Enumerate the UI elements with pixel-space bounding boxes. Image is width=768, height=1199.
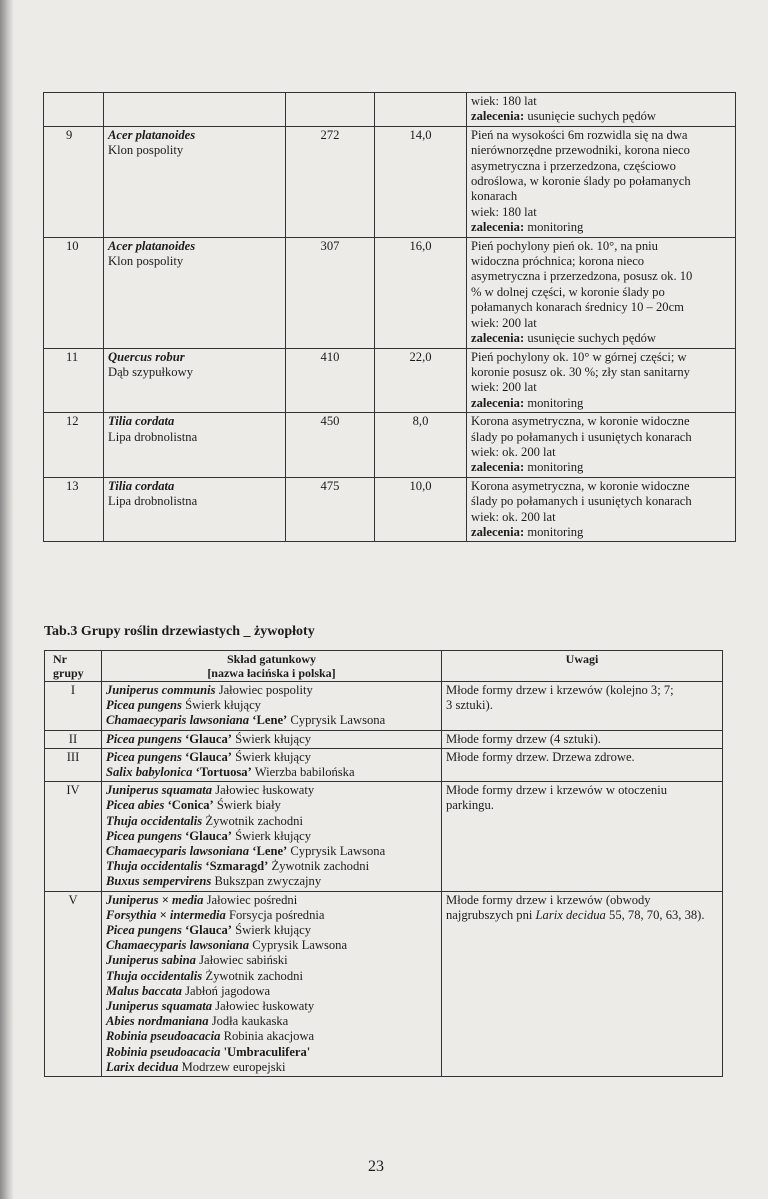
latin-name: Robinia pseudoacacia	[106, 1029, 221, 1044]
latin-name: Tilia cordata	[108, 478, 175, 493]
group-number: III	[45, 748, 102, 781]
species-item	[106, 874, 437, 889]
cultivar-name: ‘Conica’	[167, 798, 214, 813]
latin-name: Quercus robur	[108, 349, 185, 364]
common-name: Żywotnik zachodni	[271, 859, 370, 874]
group-number: V	[45, 891, 102, 1076]
latin-name: Abies nordmaniana	[106, 1014, 209, 1029]
tree-number: 10	[44, 237, 104, 348]
species-item	[106, 969, 437, 984]
cultivar-name: ‘Glauca’	[185, 731, 232, 746]
common-name: Forsycja pośrednia	[229, 907, 325, 922]
species-item	[106, 1014, 437, 1029]
header-nr-line: Nr	[53, 652, 67, 666]
trees-table	[43, 92, 736, 542]
species-item	[106, 698, 437, 713]
note-line: wiek: ok. 200 lat	[471, 509, 556, 524]
latin-name: Chamaecyparis lawsoniana	[106, 713, 250, 728]
group-notes	[442, 730, 723, 748]
common-name: Świerk kłujący	[235, 731, 312, 746]
species-item	[106, 765, 437, 780]
latin-name: Picea pungens	[106, 828, 182, 843]
tree-number: 12	[44, 413, 104, 478]
species-list	[102, 682, 442, 731]
recommendation-label: zalecenia:	[471, 109, 525, 124]
note-line: wiek: 200 lat	[471, 315, 537, 330]
note-line: asymetryczna i przerzedzona, częściowo	[471, 158, 676, 173]
species-item	[106, 923, 437, 938]
note-line: Pień pochylony ok. 10° w górnej części; w	[471, 349, 687, 364]
recommendation-value: monitoring	[527, 524, 584, 539]
group-row	[45, 730, 723, 748]
group-notes	[442, 782, 723, 891]
latin-name: Acer platanoides	[108, 238, 196, 253]
note-prefix: Młode formy drzew i krzewów (obwody najgrubszych pni	[446, 892, 651, 922]
recommendation-label: zalecenia:	[471, 460, 525, 475]
common-name: Jodła kaukaska	[211, 1014, 289, 1029]
recommendation	[471, 396, 731, 411]
common-name: Cyprysik Lawsona	[290, 713, 386, 728]
common-name: Jałowiec pospolity	[218, 683, 313, 697]
recommendation-value: usunięcie suchych pędów	[527, 109, 657, 124]
species-list	[102, 748, 442, 781]
species-item	[106, 713, 437, 728]
latin-name: Picea pungens	[106, 749, 182, 764]
species-item	[106, 750, 437, 765]
latin-name: Salix babylonica	[106, 765, 193, 780]
cultivar-name: ‘Tortuosa’	[195, 765, 252, 780]
latin-name: Acer platanoides	[108, 127, 196, 142]
common-name: Dąb szypułkowy	[108, 364, 193, 379]
note-line: nierównorzędne przewodniki, korona nieco	[471, 143, 690, 158]
perimeter: 272	[286, 126, 375, 237]
common-name: Bukszpan zwyczajny	[214, 874, 322, 889]
perimeter: 450	[286, 413, 375, 478]
note-line: widoczna próchnica; korona nieco	[471, 254, 645, 269]
notes-cell	[467, 348, 736, 413]
note-latin-name: Larix decidua	[535, 907, 606, 922]
note-line: Pień na wysokości 6m rozwidla się na dwa	[471, 127, 688, 142]
common-name: Jałowiec łuskowaty	[215, 999, 315, 1014]
common-name: Jałowiec sabiński	[199, 953, 288, 968]
common-name: Świerk kłujący	[185, 698, 261, 713]
table-row	[44, 126, 736, 237]
note-line: wiek: 200 lat	[471, 380, 537, 395]
height: 16,0	[375, 237, 467, 348]
header-row	[45, 651, 723, 682]
species-item	[106, 732, 437, 747]
group-notes	[442, 748, 723, 781]
table-row	[44, 348, 736, 413]
header-grupy-line: grupy	[53, 666, 84, 680]
recommendation	[471, 109, 731, 124]
note-line: % w dolnej części, w koronie ślady po	[471, 284, 665, 299]
note-line: ślady po połamanych i usuniętych konarach	[471, 429, 692, 444]
common-name: Klon pospolity	[108, 143, 184, 158]
note-line: 3 sztuki).	[446, 698, 493, 713]
note-line: asymetryczna i przerzedzona, posusz ok. 10	[471, 269, 693, 284]
species-item	[106, 814, 437, 829]
recommendation-value: monitoring	[527, 395, 584, 410]
group-number: I	[45, 682, 102, 731]
recommendation-label: zalecenia:	[471, 395, 525, 410]
common-name: Cyprysik Lawsona	[290, 844, 386, 859]
recommendation	[471, 525, 731, 540]
latin-name: Buxus sempervirens	[106, 874, 212, 889]
cultivar-name: ‘Glauca’	[185, 749, 232, 764]
notes-cell	[467, 93, 736, 127]
notes-cell	[467, 237, 736, 348]
table-row	[44, 413, 736, 478]
perimeter: 410	[286, 348, 375, 413]
species-list	[102, 782, 442, 891]
common-name: Świerk kłujący	[235, 749, 312, 764]
latin-name: Larix decidua	[106, 1059, 179, 1074]
latin-name: Juniperus squamata	[106, 783, 213, 798]
species-item	[106, 783, 437, 798]
plant-groups-table	[44, 650, 723, 1077]
note-line: odroślowa, w koronie ślady po połamanych	[471, 174, 691, 189]
header-composition	[102, 651, 442, 682]
common-name: Robinia akacjowa	[223, 1029, 315, 1044]
perimeter-cell	[286, 93, 375, 127]
height: 22,0	[375, 348, 467, 413]
height: 10,0	[375, 477, 467, 542]
tree-number: 13	[44, 477, 104, 542]
common-name: Żywotnik zachodni	[205, 968, 303, 983]
note-line: Młode formy drzew (4 sztuki).	[446, 731, 601, 746]
header-composition-line: Skład gatunkowy	[226, 652, 317, 666]
group-number: II	[45, 730, 102, 748]
latin-name: Juniperus sabina	[106, 953, 196, 968]
latin-name: Chamaecyparis lawsoniana	[106, 844, 250, 859]
header-group-number	[45, 651, 102, 682]
common-name: Jałowiec łuskowaty	[215, 783, 315, 798]
recommendation-value: monitoring	[527, 460, 584, 475]
latin-name: Picea pungens	[106, 698, 182, 713]
recommendation-label: zalecenia:	[471, 220, 525, 235]
header-composition-sub: [nazwa łacińska i polska]	[207, 666, 336, 680]
cultivar-name: ‘Glauca’	[185, 923, 232, 938]
species-item	[106, 1029, 437, 1044]
species-cell	[104, 413, 286, 478]
group-number: IV	[45, 782, 102, 891]
latin-name: Thuja occidentalis	[106, 968, 203, 983]
note-text	[446, 893, 718, 923]
group-row	[45, 891, 723, 1076]
note-line: konarach	[471, 189, 518, 204]
group-row	[45, 682, 723, 731]
latin-name: Picea abies	[106, 798, 165, 813]
height: 14,0	[375, 126, 467, 237]
latin-name: Thuja occidentalis	[106, 859, 203, 874]
species-cell	[104, 126, 286, 237]
note-line: ślady po połamanych i usuniętych konarach	[471, 494, 692, 509]
note-line: Młode formy drzew i krzewów w otoczeniu	[446, 783, 668, 798]
species-list	[102, 891, 442, 1076]
group-row	[45, 748, 723, 781]
latin-name: Thuja occidentalis	[106, 813, 203, 828]
latin-name: Picea pungens	[106, 923, 182, 938]
species-cell	[104, 477, 286, 542]
group-row	[45, 782, 723, 891]
species-item	[106, 798, 437, 813]
common-name: Lipa drobnolistna	[108, 494, 198, 509]
note-line: wiek: 180 lat	[471, 94, 537, 108]
species-item	[106, 1060, 437, 1075]
latin-name: Malus baccata	[106, 983, 182, 998]
recommendation-value: usunięcie suchych pędów	[527, 331, 657, 346]
recommendation-label: zalecenia:	[471, 524, 525, 539]
note-line: Młode formy drzew i krzewów (kolejno 3; 7;	[446, 683, 674, 697]
page-number: 23	[368, 1158, 384, 1175]
binding-gutter	[0, 0, 14, 1199]
species-item	[106, 844, 437, 859]
note-line: połamanych konarach średnicy 10 – 20cm	[471, 300, 684, 315]
common-name: Żywotnik zachodni	[205, 813, 303, 828]
tree-number: 11	[44, 348, 104, 413]
species-item	[106, 683, 437, 698]
latin-name: Juniperus squamata	[106, 999, 213, 1014]
notes-cell	[467, 126, 736, 237]
cultivar-name: ‘Szmaragd’	[205, 859, 269, 874]
note-line: Młode formy drzew. Drzewa zdrowe.	[446, 749, 635, 764]
cultivar-name: ‘Lene’	[252, 713, 288, 728]
latin-name: Chamaecyparis lawsoniana	[106, 938, 250, 953]
common-name: Klon pospolity	[108, 254, 184, 269]
table-title: Tab.3 Grupy roślin drzewiastych _ żywopłoty	[44, 624, 315, 639]
cultivar-name: ‘Glauca’	[185, 828, 232, 843]
species-item	[106, 984, 437, 999]
species-item	[106, 999, 437, 1014]
table-row	[44, 477, 736, 542]
cultivar-name: 'Umbraculifera'	[223, 1044, 311, 1059]
species-cell	[104, 348, 286, 413]
common-name: Świerk kłujący	[235, 828, 312, 843]
notes-cell	[467, 477, 736, 542]
table-row	[44, 237, 736, 348]
species-item	[106, 938, 437, 953]
latin-name: Juniperus communis	[106, 683, 216, 697]
note-suffix: 55, 78, 70, 63, 38).	[609, 907, 705, 922]
latin-name: Forsythia × intermedia	[106, 907, 226, 922]
note-line: parkingu.	[446, 798, 494, 813]
species-item	[106, 893, 437, 908]
note-line: wiek: ok. 200 lat	[471, 444, 556, 459]
group-notes	[442, 682, 723, 731]
note-line: wiek: 180 lat	[471, 204, 537, 219]
cultivar-name: ‘Lene’	[252, 844, 288, 859]
recommendation	[471, 220, 731, 235]
species-item	[106, 1045, 437, 1060]
species-item	[106, 953, 437, 968]
species-list	[102, 730, 442, 748]
latin-name: Tilia cordata	[108, 414, 175, 429]
common-name: Jabłoń jagodowa	[185, 983, 271, 998]
common-name: Wierzba babilońska	[254, 765, 355, 780]
latin-name: Juniperus × media	[106, 892, 204, 907]
note-line: Korona asymetryczna, w koronie widoczne	[471, 414, 690, 429]
recommendation	[471, 460, 731, 475]
note-line: koronie posusz ok. 30 %; zły stan sanitarny	[471, 364, 690, 379]
common-name: Modrzew europejski	[181, 1059, 286, 1074]
recommendation-value: monitoring	[527, 220, 584, 235]
recommendation	[471, 331, 731, 346]
recommendation-label: zalecenia:	[471, 331, 525, 346]
common-name: Świerk kłujący	[235, 923, 312, 938]
species-item	[106, 908, 437, 923]
common-name: Jałowiec pośredni	[206, 892, 298, 907]
notes-cell	[467, 413, 736, 478]
perimeter: 475	[286, 477, 375, 542]
height-cell	[375, 93, 467, 127]
tree-number: 9	[44, 126, 104, 237]
latin-name: Robinia pseudoacacia	[106, 1044, 221, 1059]
height: 8,0	[375, 413, 467, 478]
header-notes: Uwagi	[442, 651, 723, 682]
num-cell	[44, 93, 104, 127]
common-name: Świerk biały	[216, 798, 281, 813]
species-item	[106, 859, 437, 874]
perimeter: 307	[286, 237, 375, 348]
common-name: Lipa drobnolistna	[108, 429, 198, 444]
table-row	[44, 93, 736, 127]
species-item	[106, 829, 437, 844]
note-line: Pień pochylony pień ok. 10°, na pniu	[471, 238, 658, 253]
group-notes	[442, 891, 723, 1076]
species-cell	[104, 237, 286, 348]
common-name: Cyprysik Lawsona	[252, 938, 348, 953]
species-cell	[104, 93, 286, 127]
note-line: Korona asymetryczna, w koronie widoczne	[471, 478, 690, 493]
latin-name: Picea pungens	[106, 731, 182, 746]
